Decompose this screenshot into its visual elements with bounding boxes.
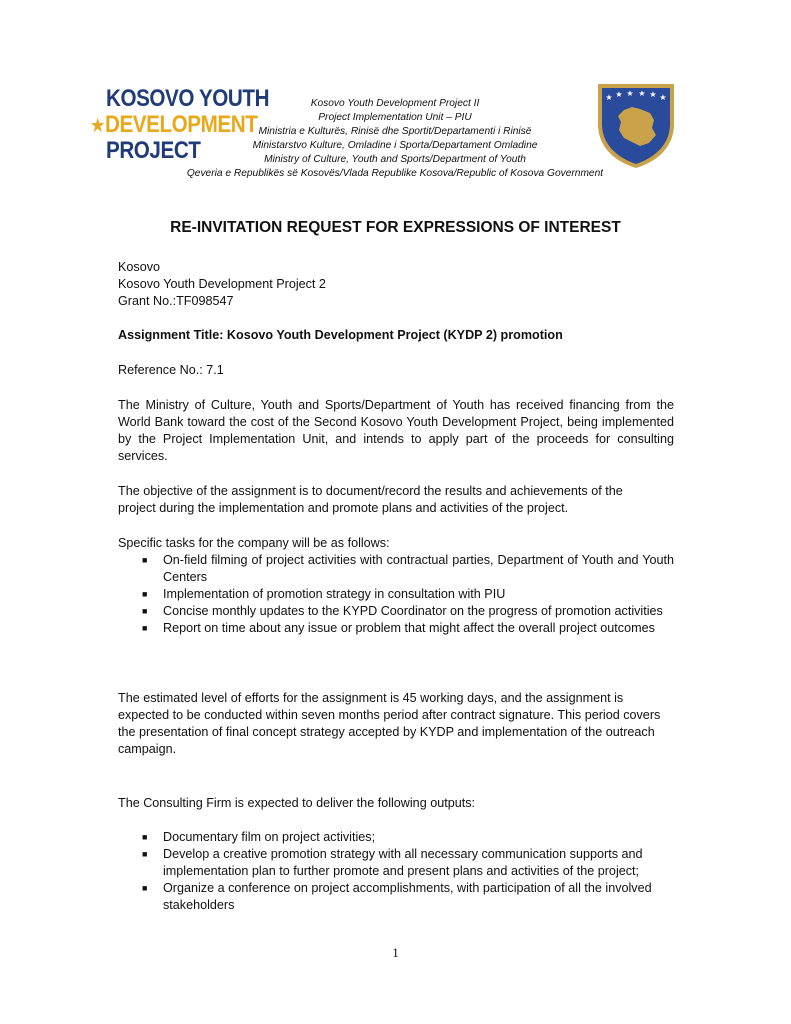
list-item	[118, 846, 674, 880]
outputs-list	[118, 829, 674, 914]
list-item	[118, 620, 674, 637]
svg-text:★: ★	[605, 93, 613, 102]
svg-text:★: ★	[626, 89, 634, 98]
logo-line-2-text: DEVELOPMENT	[104, 111, 258, 138]
financing-paragraph: The Ministry of Culture, Youth and Sports/Department of Youth has received financing from the World Bank toward the cost of the Second Kosovo Youth Development Project, being implemented by the Project Implementation Unit, and intends to apply part of the proceeds for consulting services.	[118, 398, 674, 463]
svg-text:★: ★	[649, 90, 657, 99]
objective-paragraph: The objective of the assignment is to document/record the results and achievements of the project during the implementation and promote plans and activities of the project.	[118, 484, 623, 515]
list-item-text: Organize a conference on project accomplishments, with participation of all the involved stakeholders	[163, 881, 652, 912]
reference-number: Reference No.: 7.1	[118, 363, 224, 377]
list-item-text: Report on time about any issue or problem that might affect the overall project outcomes	[163, 621, 655, 635]
list-item-text: Concise monthly updates to the KYPD Coordinator on the progress of promotion activities	[163, 604, 663, 618]
outputs-section	[118, 829, 674, 914]
bullet-icon: ■	[142, 606, 148, 616]
page-number: 1	[392, 945, 399, 960]
tasks-list	[118, 552, 674, 637]
address-line: Kosovo	[118, 260, 161, 274]
list-item-text: Develop a creative promotion strategy with all necessary communication supports and implementation plan to further promote and present plans and activities of the project;	[163, 847, 643, 878]
bullet-icon: ■	[142, 883, 148, 893]
letterhead-text	[150, 97, 640, 181]
assignment-title: Assignment Title: Kosovo Youth Development Project (KYDP 2) promotion	[118, 328, 563, 342]
address-block	[118, 259, 674, 310]
list-item	[118, 586, 674, 603]
star-icon: ★	[90, 115, 105, 137]
svg-text:★: ★	[615, 90, 623, 99]
bullet-icon: ■	[142, 589, 148, 599]
svg-text:★: ★	[638, 89, 646, 98]
list-item	[118, 880, 674, 914]
logo-line-3: PROJECT	[106, 137, 201, 164]
kosovo-coat-of-arms-icon	[594, 80, 678, 170]
list-item	[118, 603, 674, 620]
outputs-intro: The Consulting Firm is expected to deliver the following outputs:	[118, 796, 476, 810]
header-line: Ministarstvo Kulture, Omladine i Sporta/Departament Omladine	[252, 140, 538, 151]
header-line: Ministry of Culture, Youth and Sports/Department of Youth	[264, 154, 526, 165]
bullet-icon: ■	[142, 555, 148, 565]
list-item-text: Implementation of promotion strategy in consultation with PIU	[163, 587, 506, 601]
address-line: Kosovo Youth Development Project 2	[118, 277, 326, 291]
tasks-section	[118, 535, 674, 637]
address-line: Grant No.:TF098547	[118, 294, 234, 308]
list-item-text: Documentary film on project activities;	[163, 830, 376, 844]
list-item	[118, 829, 674, 846]
page-title: RE-INVITATION REQUEST FOR EXPRESSIONS OF INTEREST	[170, 219, 621, 236]
header-line: Qeveria e Republikës së Kosovës/Vlada Republike Kosova/Republic of Kosova Government	[186, 168, 604, 179]
logo-line-1: KOSOVO YOUTH	[106, 85, 270, 112]
header-line: Project Implementation Unit – PIU	[318, 112, 472, 123]
header-line: Ministria e Kulturës, Rinisë dhe Sportit/Departamenti i Rinisë	[258, 126, 532, 137]
bullet-icon: ■	[142, 832, 148, 842]
bullet-icon: ■	[142, 623, 148, 633]
list-item-text: On-field filming of project activities with contractual parties, Department of Youth and Youth Centers	[163, 553, 674, 584]
effort-paragraph: The estimated level of efforts for the assignment is 45 working days, and the assignment is expected to be conducted within seven months period after contract signature. This period covers the presentation of final concept strategy accepted by KYDP and implementation of the outreach campaign.	[118, 691, 661, 756]
header-line: Kosovo Youth Development Project II	[310, 98, 480, 109]
svg-text:★: ★	[659, 93, 667, 102]
tasks-intro: Specific tasks for the company will be as follows:	[118, 536, 390, 550]
list-item	[118, 552, 674, 586]
bullet-icon: ■	[142, 849, 148, 859]
